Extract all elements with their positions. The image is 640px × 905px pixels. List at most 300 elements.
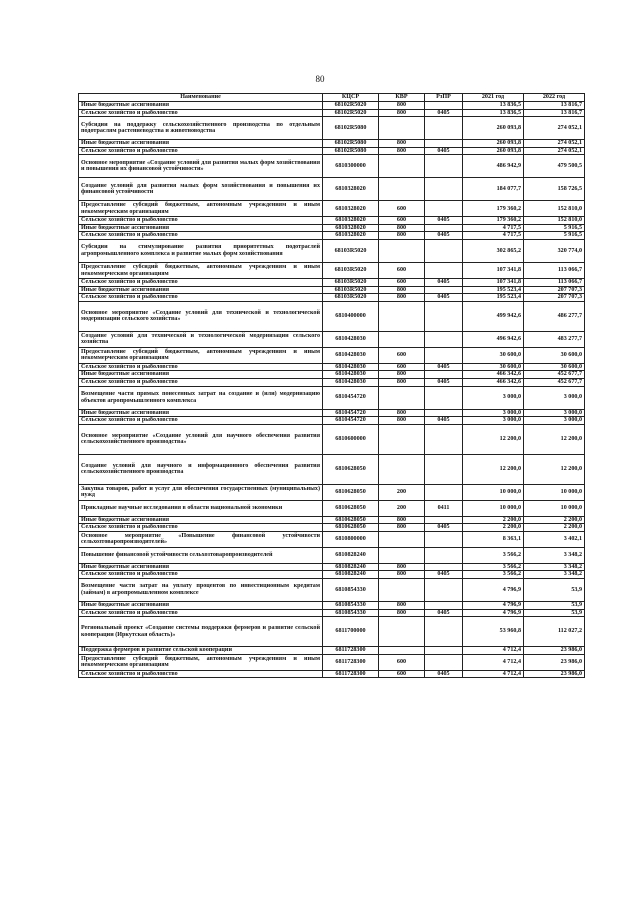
row-2021-cell: 3 000,0: [463, 417, 524, 425]
row-rzpr-cell: [425, 178, 463, 201]
row-kcsr-cell: 6810300000: [323, 155, 379, 178]
row-name-cell: Сельское хозяйство и рыболовство: [79, 294, 323, 302]
row-kvr-cell: [379, 155, 425, 178]
row-2021-cell: 13 836,5: [463, 102, 524, 110]
row-2022-cell: 13 816,7: [524, 109, 585, 117]
row-rzpr-cell: [425, 224, 463, 232]
row-name-cell: Повышение финансовой устойчивости сельхозтоваропроизводителей: [79, 547, 323, 563]
table-row: [79, 102, 585, 110]
table-row: [79, 363, 585, 371]
row-kvr-cell: [379, 454, 425, 484]
row-name-cell: Иные бюджетные ассигнования: [79, 102, 323, 110]
row-2021-cell: 107 341,8: [463, 263, 524, 279]
row-2022-cell: 23 986,0: [524, 670, 585, 678]
row-2021-cell: 3 566,2: [463, 563, 524, 571]
row-2022-cell: 2 200,0: [524, 516, 585, 524]
row-rzpr-cell: 0405: [425, 217, 463, 225]
table-row: [79, 347, 585, 363]
row-kcsr-cell: 68103R5020: [323, 263, 379, 279]
row-2021-cell: 4 717,5: [463, 232, 524, 240]
row-2022-cell: 207 707,3: [524, 294, 585, 302]
row-2021-cell: 3 000,0: [463, 409, 524, 417]
row-rzpr-cell: [425, 386, 463, 409]
table-row: [79, 424, 585, 454]
row-name-cell: Основное мероприятие «Создание условий для развития малых форм хозяйствования и повышения их финансовой устойчивости»: [79, 155, 323, 178]
column-header-2022: 2022 год: [524, 94, 585, 102]
row-name-cell: Иные бюджетные ассигнования: [79, 563, 323, 571]
row-kvr-cell: 200: [379, 500, 425, 516]
table-row: [79, 516, 585, 524]
row-2021-cell: 2 200,0: [463, 524, 524, 532]
row-rzpr-cell: 0405: [425, 417, 463, 425]
row-2022-cell: 23 986,0: [524, 647, 585, 655]
row-kvr-cell: 800: [379, 147, 425, 155]
row-2022-cell: 207 707,3: [524, 286, 585, 294]
row-name-cell: Иные бюджетные ассигнования: [79, 601, 323, 609]
row-name-cell: Предоставление субсидий бюджетным, автономным учреждениям и иным некоммерческим организациям: [79, 654, 323, 670]
column-header-name: Наименование: [79, 94, 323, 102]
row-2021-cell: 4 712,4: [463, 647, 524, 655]
row-2022-cell: 452 677,7: [524, 371, 585, 379]
row-2021-cell: 12 200,0: [463, 424, 524, 454]
row-name-cell: Предоставление субсидий бюджетным, автономным учреждениям и иным некоммерческим организациям: [79, 201, 323, 217]
row-2022-cell: 479 500,5: [524, 155, 585, 178]
row-name-cell: Сельское хозяйство и рыболовство: [79, 217, 323, 225]
row-kcsr-cell: 6810628050: [323, 500, 379, 516]
table-row: [79, 178, 585, 201]
row-rzpr-cell: [425, 155, 463, 178]
table-row: [79, 601, 585, 609]
row-2021-cell: 10 000,0: [463, 484, 524, 500]
row-kvr-cell: 600: [379, 670, 425, 678]
row-rzpr-cell: 0405: [425, 279, 463, 287]
row-kvr-cell: 800: [379, 140, 425, 148]
row-kvr-cell: 800: [379, 102, 425, 110]
row-name-cell: Возмещение части затрат на уплату процентов по инвестиционным кредитам (займам) в агропромышленном комплексе: [79, 578, 323, 601]
row-name-cell: Сельское хозяйство и рыболовство: [79, 670, 323, 678]
row-kcsr-cell: 6810428030: [323, 331, 379, 347]
row-2021-cell: 10 000,0: [463, 500, 524, 516]
row-name-cell: Субсидии на поддержку сельскохозяйственного производства по отдельным подотраслям растениеводства и животноводства: [79, 117, 323, 140]
row-name-cell: Сельское хозяйство и рыболовство: [79, 378, 323, 386]
row-2022-cell: 274 052,1: [524, 140, 585, 148]
row-kvr-cell: 800: [379, 571, 425, 579]
row-2021-cell: 2 200,0: [463, 516, 524, 524]
row-name-cell: Сельское хозяйство и рыболовство: [79, 147, 323, 155]
row-kvr-cell: [379, 617, 425, 647]
row-kvr-cell: 800: [379, 286, 425, 294]
row-2022-cell: 3 348,2: [524, 571, 585, 579]
row-2022-cell: 113 066,7: [524, 263, 585, 279]
row-2021-cell: 12 200,0: [463, 454, 524, 484]
row-kvr-cell: [379, 531, 425, 547]
row-kvr-cell: [379, 331, 425, 347]
row-kvr-cell: [379, 178, 425, 201]
row-kcsr-cell: 6810628050: [323, 484, 379, 500]
row-rzpr-cell: 0405: [425, 232, 463, 240]
row-name-cell: Иные бюджетные ассигнования: [79, 286, 323, 294]
row-rzpr-cell: 0405: [425, 363, 463, 371]
row-kcsr-cell: 6810400000: [323, 301, 379, 331]
row-kcsr-cell: 6810428030: [323, 347, 379, 363]
table-row: [79, 609, 585, 617]
row-kcsr-cell: 6810454720: [323, 386, 379, 409]
row-kcsr-cell: 6810628050: [323, 454, 379, 484]
table-row: [79, 263, 585, 279]
row-kcsr-cell: 68102R5080: [323, 147, 379, 155]
row-kvr-cell: 800: [379, 232, 425, 240]
row-2022-cell: 112 027,2: [524, 617, 585, 647]
row-rzpr-cell: [425, 409, 463, 417]
row-rzpr-cell: [425, 547, 463, 563]
row-kvr-cell: 200: [379, 484, 425, 500]
row-kcsr-cell: 68102R5020: [323, 109, 379, 117]
row-name-cell: Сельское хозяйство и рыболовство: [79, 279, 323, 287]
row-rzpr-cell: [425, 424, 463, 454]
row-kcsr-cell: 68102R5080: [323, 140, 379, 148]
row-name-cell: Сельское хозяйство и рыболовство: [79, 571, 323, 579]
row-rzpr-cell: [425, 140, 463, 148]
row-2022-cell: 12 200,0: [524, 424, 585, 454]
row-kvr-cell: [379, 240, 425, 263]
row-2022-cell: 3 402,1: [524, 531, 585, 547]
row-kcsr-cell: 6810328020: [323, 224, 379, 232]
row-kcsr-cell: 6811728300: [323, 670, 379, 678]
row-kcsr-cell: 68102R5020: [323, 102, 379, 110]
row-rzpr-cell: [425, 516, 463, 524]
row-kcsr-cell: 6810428030: [323, 371, 379, 379]
budget-table: [78, 93, 585, 678]
row-2022-cell: 3 000,0: [524, 417, 585, 425]
column-header-rzpr: РзПР: [425, 94, 463, 102]
row-kcsr-cell: 6810828240: [323, 571, 379, 579]
row-2022-cell: 13 816,7: [524, 102, 585, 110]
row-kvr-cell: 600: [379, 279, 425, 287]
row-2022-cell: 10 000,0: [524, 500, 585, 516]
row-rzpr-cell: [425, 117, 463, 140]
row-name-cell: Предоставление субсидий бюджетным, автономным учреждениям и иным некоммерческим организациям: [79, 347, 323, 363]
table-row: [79, 117, 585, 140]
row-name-cell: Возмещение части прямых понесенных затрат на создание и (или) модернизацию объектов агропромышленного комплекса: [79, 386, 323, 409]
row-2022-cell: 5 916,5: [524, 232, 585, 240]
row-rzpr-cell: 0405: [425, 609, 463, 617]
table-row: [79, 109, 585, 117]
row-name-cell: Региональный проект «Создание системы поддержки фермеров и развитие сельской кооперации (Иркутская область)»: [79, 617, 323, 647]
table-row: [79, 654, 585, 670]
row-2021-cell: 466 342,6: [463, 371, 524, 379]
row-name-cell: Субсидии на стимулирование развития приоритетных подотраслей агропромышленного комплекса и развитие малых форм хозяйствования: [79, 240, 323, 263]
table-row: [79, 224, 585, 232]
row-kvr-cell: 800: [379, 524, 425, 532]
row-2022-cell: 3 348,2: [524, 563, 585, 571]
row-2021-cell: 30 600,0: [463, 363, 524, 371]
row-rzpr-cell: 0405: [425, 571, 463, 579]
row-kvr-cell: 800: [379, 294, 425, 302]
row-name-cell: Поддержка фермеров и развитие сельской кооперации: [79, 647, 323, 655]
row-name-cell: Сельское хозяйство и рыболовство: [79, 232, 323, 240]
row-rzpr-cell: [425, 484, 463, 500]
table-row: [79, 617, 585, 647]
row-rzpr-cell: [425, 647, 463, 655]
row-kcsr-cell: 6810454720: [323, 417, 379, 425]
row-kcsr-cell: 6810628050: [323, 516, 379, 524]
table-row: [79, 240, 585, 263]
row-kvr-cell: 600: [379, 654, 425, 670]
row-2022-cell: 152 810,0: [524, 217, 585, 225]
row-rzpr-cell: [425, 531, 463, 547]
row-kvr-cell: [379, 424, 425, 454]
row-rzpr-cell: [425, 454, 463, 484]
table-row: [79, 417, 585, 425]
row-kvr-cell: 800: [379, 609, 425, 617]
row-kcsr-cell: 6811728300: [323, 654, 379, 670]
row-2021-cell: 3 566,2: [463, 547, 524, 563]
row-kcsr-cell: 68103R5020: [323, 279, 379, 287]
table-row: [79, 578, 585, 601]
row-2021-cell: 4 796,9: [463, 601, 524, 609]
table-row: [79, 531, 585, 547]
row-name-cell: Сельское хозяйство и рыболовство: [79, 363, 323, 371]
table-row: [79, 454, 585, 484]
row-kvr-cell: 600: [379, 201, 425, 217]
row-kvr-cell: [379, 386, 425, 409]
row-kvr-cell: [379, 647, 425, 655]
column-header-2021: 2021 год: [463, 94, 524, 102]
row-kcsr-cell: 6810428030: [323, 378, 379, 386]
table-row: [79, 286, 585, 294]
page-number: 80: [315, 74, 325, 84]
row-2021-cell: 260 093,8: [463, 147, 524, 155]
row-kvr-cell: 800: [379, 417, 425, 425]
row-name-cell: Иные бюджетные ассигнования: [79, 224, 323, 232]
row-name-cell: Иные бюджетные ассигнования: [79, 516, 323, 524]
row-name-cell: Создание условий для научного и информационного обеспечения развития сельскохозяйственного производства: [79, 454, 323, 484]
row-kcsr-cell: 6810600000: [323, 424, 379, 454]
row-kcsr-cell: 6810828240: [323, 563, 379, 571]
row-name-cell: Предоставление субсидий бюджетным, автономным учреждениям и иным некоммерческим организациям: [79, 263, 323, 279]
table-row: [79, 547, 585, 563]
row-name-cell: Иные бюджетные ассигнования: [79, 140, 323, 148]
row-rzpr-cell: [425, 286, 463, 294]
row-kcsr-cell: 6810328020: [323, 201, 379, 217]
row-2021-cell: 499 942,6: [463, 301, 524, 331]
row-name-cell: Создание условий для развития малых форм хозяйствования и повышения их финансовой устойчивости: [79, 178, 323, 201]
table-row: [79, 409, 585, 417]
row-kcsr-cell: 68103R5020: [323, 240, 379, 263]
row-2021-cell: 496 942,6: [463, 331, 524, 347]
table-row: [79, 524, 585, 532]
row-name-cell: Закупка товаров, работ и услуг для обеспечения государственных (муниципальных) нужд: [79, 484, 323, 500]
row-kcsr-cell: 6811728300: [323, 647, 379, 655]
table-row: [79, 294, 585, 302]
row-rzpr-cell: 0405: [425, 524, 463, 532]
row-2022-cell: 152 810,0: [524, 201, 585, 217]
row-2021-cell: 4 796,9: [463, 609, 524, 617]
row-2022-cell: 274 052,1: [524, 147, 585, 155]
row-2022-cell: 320 774,0: [524, 240, 585, 263]
table-row: [79, 371, 585, 379]
row-kvr-cell: [379, 301, 425, 331]
row-kcsr-cell: 6810454720: [323, 409, 379, 417]
row-2022-cell: 483 277,7: [524, 331, 585, 347]
row-rzpr-cell: [425, 263, 463, 279]
row-name-cell: Основное мероприятие «Повышение финансовой устойчивости сельхозтоваропроизводителей»: [79, 531, 323, 547]
row-kvr-cell: [379, 578, 425, 601]
row-name-cell: Сельское хозяйство и рыболовство: [79, 109, 323, 117]
row-2022-cell: 486 277,7: [524, 301, 585, 331]
row-kcsr-cell: 6810328020: [323, 217, 379, 225]
row-kvr-cell: [379, 117, 425, 140]
row-name-cell: Иные бюджетные ассигнования: [79, 409, 323, 417]
row-rzpr-cell: [425, 654, 463, 670]
row-kcsr-cell: 6810428030: [323, 363, 379, 371]
row-kcsr-cell: 6810328020: [323, 178, 379, 201]
row-kcsr-cell: 68103R5020: [323, 294, 379, 302]
table-row: [79, 140, 585, 148]
row-2022-cell: 30 600,0: [524, 347, 585, 363]
row-rzpr-cell: [425, 201, 463, 217]
row-2021-cell: 4 712,4: [463, 654, 524, 670]
row-name-cell: Прикладные научные исследования в области национальной экономики: [79, 500, 323, 516]
row-2021-cell: 179 360,2: [463, 217, 524, 225]
row-2021-cell: 195 523,4: [463, 294, 524, 302]
row-2022-cell: 53,9: [524, 609, 585, 617]
row-kcsr-cell: 6811700000: [323, 617, 379, 647]
row-2021-cell: 107 341,8: [463, 279, 524, 287]
table-row: [79, 301, 585, 331]
row-name-cell: Основное мероприятие «Создание условий для технической и технологической модернизации сельского хозяйства»: [79, 301, 323, 331]
row-name-cell: Сельское хозяйство и рыболовство: [79, 417, 323, 425]
table-row: [79, 563, 585, 571]
row-2022-cell: 452 677,7: [524, 378, 585, 386]
row-kcsr-cell: 6810854330: [323, 578, 379, 601]
table-row: [79, 279, 585, 287]
row-kcsr-cell: 6810328020: [323, 232, 379, 240]
row-2021-cell: 179 360,2: [463, 201, 524, 217]
row-rzpr-cell: 0405: [425, 378, 463, 386]
row-name-cell: Сельское хозяйство и рыболовство: [79, 524, 323, 532]
row-2021-cell: 184 077,7: [463, 178, 524, 201]
row-kvr-cell: 800: [379, 563, 425, 571]
row-2021-cell: 4 717,5: [463, 224, 524, 232]
row-2022-cell: 3 000,0: [524, 409, 585, 417]
row-rzpr-cell: 0405: [425, 294, 463, 302]
row-2022-cell: 53,9: [524, 578, 585, 601]
row-2021-cell: 302 865,2: [463, 240, 524, 263]
row-2021-cell: 30 600,0: [463, 347, 524, 363]
row-kvr-cell: 800: [379, 601, 425, 609]
row-kvr-cell: 800: [379, 371, 425, 379]
table-row: [79, 147, 585, 155]
row-kvr-cell: 600: [379, 347, 425, 363]
row-kcsr-cell: 68102R5080: [323, 117, 379, 140]
row-name-cell: Иные бюджетные ассигнования: [79, 371, 323, 379]
table-body: [79, 102, 585, 678]
row-rzpr-cell: [425, 102, 463, 110]
row-2021-cell: 3 566,2: [463, 571, 524, 579]
row-2021-cell: 13 836,5: [463, 109, 524, 117]
row-2022-cell: 23 986,0: [524, 654, 585, 670]
table-row: [79, 386, 585, 409]
row-2022-cell: 5 916,5: [524, 224, 585, 232]
row-2021-cell: 4 712,4: [463, 670, 524, 678]
row-rzpr-cell: [425, 347, 463, 363]
row-2022-cell: 3 000,0: [524, 386, 585, 409]
row-kcsr-cell: 6810854330: [323, 609, 379, 617]
row-2021-cell: 4 796,9: [463, 578, 524, 601]
row-rzpr-cell: [425, 301, 463, 331]
row-kvr-cell: 800: [379, 109, 425, 117]
table-row: [79, 571, 585, 579]
row-2021-cell: 260 093,8: [463, 140, 524, 148]
row-rzpr-cell: 0405: [425, 109, 463, 117]
row-kcsr-cell: 68103R5020: [323, 286, 379, 294]
table-row: [79, 378, 585, 386]
row-2021-cell: 486 942,9: [463, 155, 524, 178]
row-2021-cell: 8 363,1: [463, 531, 524, 547]
row-2022-cell: 3 348,2: [524, 547, 585, 563]
table-row: [79, 331, 585, 347]
column-header-kcsr: КЦСР: [323, 94, 379, 102]
table-row: [79, 500, 585, 516]
row-kvr-cell: 600: [379, 217, 425, 225]
row-kvr-cell: 600: [379, 263, 425, 279]
row-2022-cell: 12 200,0: [524, 454, 585, 484]
row-2021-cell: 260 093,8: [463, 117, 524, 140]
row-rzpr-cell: [425, 563, 463, 571]
row-rzpr-cell: [425, 240, 463, 263]
row-2022-cell: 113 066,7: [524, 279, 585, 287]
row-kvr-cell: 800: [379, 378, 425, 386]
row-rzpr-cell: [425, 617, 463, 647]
row-rzpr-cell: 0405: [425, 147, 463, 155]
row-kcsr-cell: 6810854330: [323, 601, 379, 609]
table-header-row: [79, 94, 585, 102]
table-row: [79, 217, 585, 225]
table-row: [79, 232, 585, 240]
row-name-cell: Сельское хозяйство и рыболовство: [79, 609, 323, 617]
row-rzpr-cell: 0411: [425, 500, 463, 516]
row-kvr-cell: 800: [379, 224, 425, 232]
row-2022-cell: 2 200,0: [524, 524, 585, 532]
row-kcsr-cell: 6810800000: [323, 531, 379, 547]
row-kvr-cell: 800: [379, 409, 425, 417]
row-rzpr-cell: [425, 578, 463, 601]
row-2021-cell: 466 342,6: [463, 378, 524, 386]
row-kvr-cell: 600: [379, 363, 425, 371]
table-row: [79, 670, 585, 678]
row-kcsr-cell: 6810628050: [323, 524, 379, 532]
row-name-cell: Основное мероприятие «Создание условий для научного обеспечения развития сельскохозяйственного производства»: [79, 424, 323, 454]
column-header-kvr: КВР: [379, 94, 425, 102]
row-kcsr-cell: 6810828240: [323, 547, 379, 563]
row-2022-cell: 30 600,0: [524, 363, 585, 371]
row-rzpr-cell: [425, 331, 463, 347]
row-rzpr-cell: 0405: [425, 670, 463, 678]
row-rzpr-cell: [425, 371, 463, 379]
row-kvr-cell: 800: [379, 516, 425, 524]
row-name-cell: Создание условий для технической и технологической модернизации сельского хозяйства: [79, 331, 323, 347]
row-2021-cell: 195 523,4: [463, 286, 524, 294]
row-2022-cell: 274 052,1: [524, 117, 585, 140]
row-2022-cell: 10 000,0: [524, 484, 585, 500]
table-row: [79, 201, 585, 217]
row-2021-cell: 53 960,8: [463, 617, 524, 647]
table-row: [79, 647, 585, 655]
table-row: [79, 484, 585, 500]
row-2022-cell: 53,9: [524, 601, 585, 609]
table-row: [79, 155, 585, 178]
